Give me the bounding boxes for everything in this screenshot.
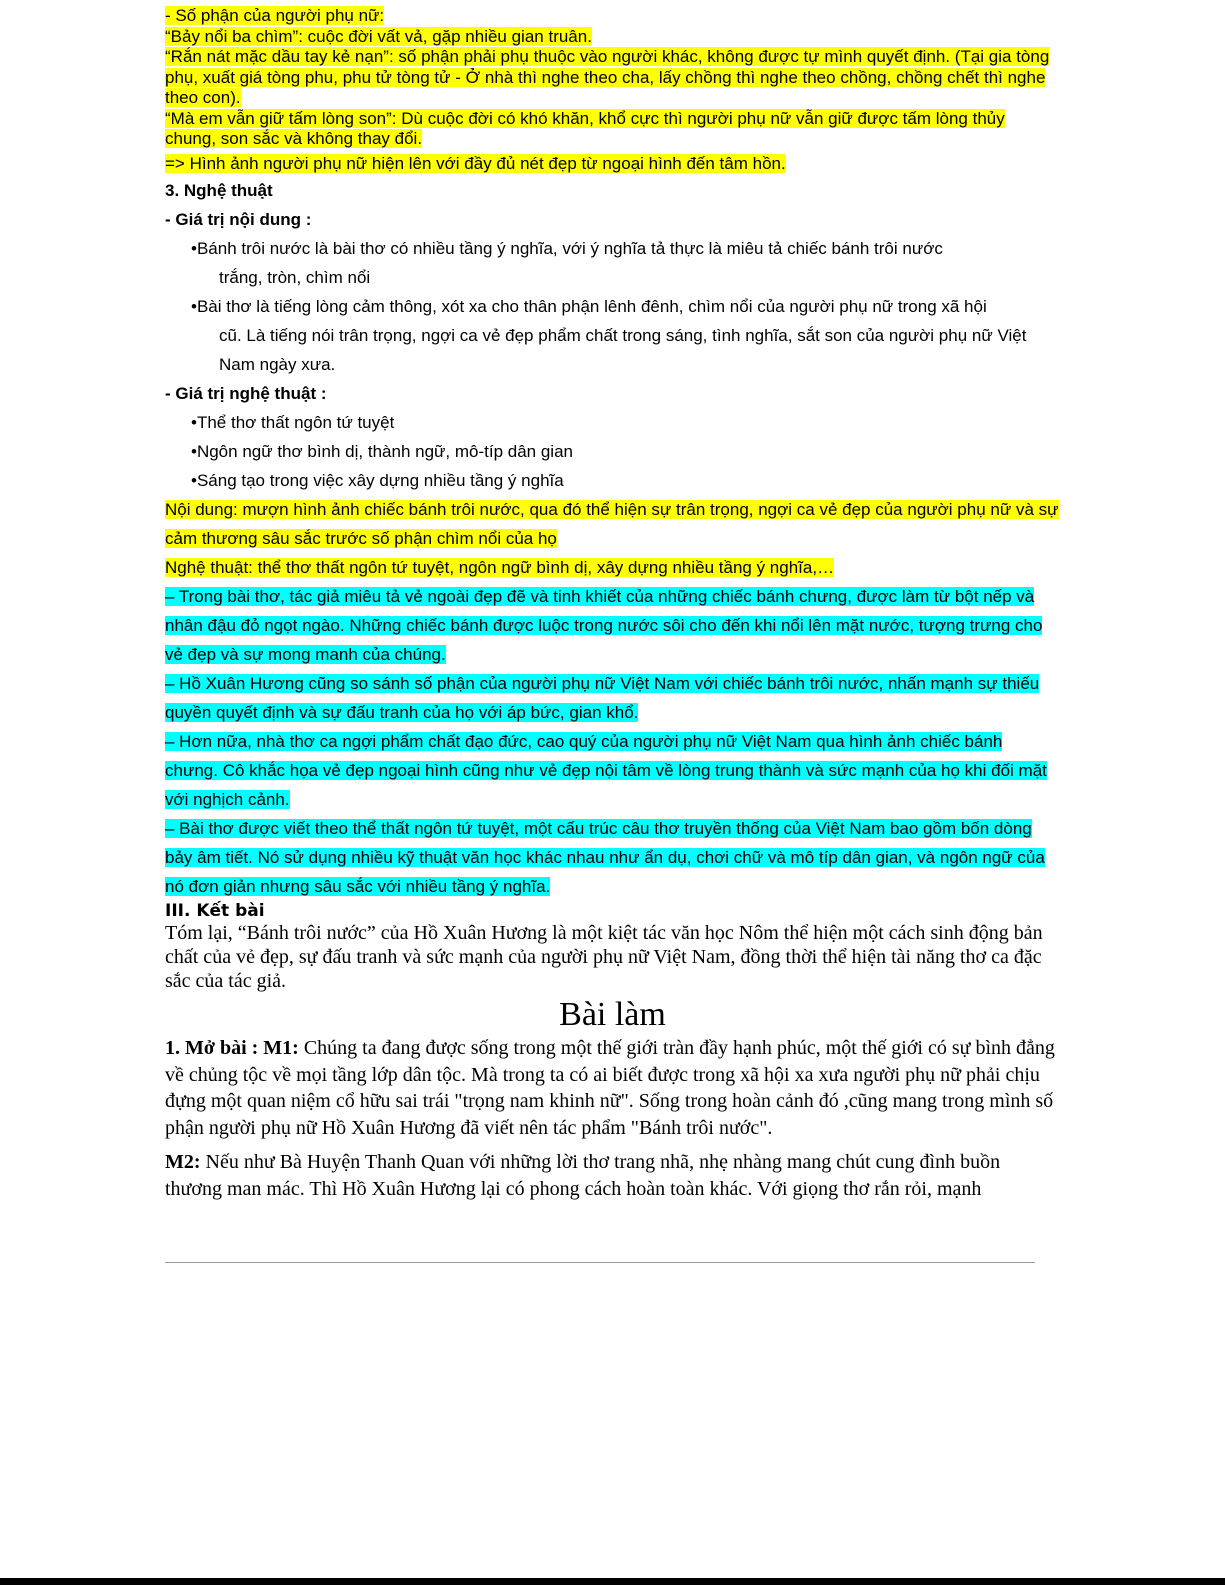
mo-bai-m1 xyxy=(165,1035,1060,1141)
fate-line-1: “Bảy nổi ba chìm”: cuộc đời vất vả, gặp nhiều gian truân. xyxy=(165,26,592,46)
fate-line-3: “Mà em vẫn giữ tấm lòng son”: Dù cuộc đời có khó khăn, khổ cực thì người phụ nữ vẫn giữ được tấm lòng thủy chung, son sắc và không thay đổi. xyxy=(165,108,1005,148)
page-bottom-edge xyxy=(0,1578,1225,1585)
content-value-heading: - Giá trị nội dung : xyxy=(165,210,312,229)
summary-art: Nghệ thuật: thể thơ thất ngôn tứ tuyệt, ngôn ngữ bình dị, xây dựng nhiều tầng ý nghĩa,… xyxy=(165,558,835,577)
fate-line-2: “Rắn nát mặc dầu tay kẻ nạn”: số phận phải phụ thuộc vào người khác, không được tự mình quyết định. (Tại gia tòng phụ, xuất giá tòng phu, phu tử tòng tử - Ở nhà thì nghe theo cha, lấy chồng thì nghe theo chồng, chồng chết thì nghe theo con). xyxy=(165,47,1050,107)
content-bullet: •Bánh trôi nước là bài thơ có nhiều tầng ý nghĩa, với ý nghĩa tả thực là miêu tả chiếc bánh trôi nước trắng, tròn, chìm nổi xyxy=(191,239,943,287)
m2-text: Nếu như Bà Huyện Thanh Quan với những lời thơ trang nhã, nhẹ nhàng mang chút cung đình buồn thương man mác. Thì Hồ Xuân Hương lại có phong cách hoàn toàn khác. Với giọng thơ rắn rỏi, mạnh xyxy=(165,1151,1001,1200)
ket-bai-heading: III. Kết bài xyxy=(165,901,265,921)
mo-bai-label: 1. Mở bài : M1: xyxy=(165,1037,299,1059)
content-bullet: •Bài thơ là tiếng lòng cảm thông, xót xa cho thân phận lênh đênh, chìm nổi của người phụ nữ trong xã hội cũ. Là tiếng nói trân trọng, ngợi ca vẻ đẹp phẩm chất trong sáng, tình nghĩa, sắt son của người phụ nữ Việt Nam ngày xưa. xyxy=(191,297,1027,374)
art-section xyxy=(165,176,1060,582)
ket-bai-text: Tóm lại, “Bánh trôi nước” của Hồ Xuân Hương là một kiệt tác văn học Nôm thể hiện một cách sinh động bản chất của vẻ đẹp, sự đấu tranh và sức mạnh của người phụ nữ Việt Nam, đồng thời thể hiện tài năng thơ ca đặc sắc của tác giả. xyxy=(165,922,1043,992)
bai-lam-title: Bài làm xyxy=(559,996,666,1033)
summary-content: Nội dung: mượn hình ảnh chiếc bánh trôi nước, qua đó thể hiện sự trân trọng, ngợi ca vẻ đẹp của người phụ nữ và sự cảm thương sâu sắc trước số phận chìm nổi của họ xyxy=(165,500,1059,548)
analysis-paragraph: – Hơn nữa, nhà thơ ca ngợi phẩm chất đạo đức, cao quý của người phụ nữ Việt Nam qua hình ảnh chiếc bánh chưng. Cô khắc họa vẻ đẹp ngoại hình cũng như vẻ đẹp nội tâm về lòng trung thành và sức mạnh của họ khi đối mặt với nghịch cảnh. xyxy=(165,732,1047,809)
m1-text: Chúng ta đang được sống trong một thế giới tràn đầy hạnh phúc, một thế giới có sự bình đẳng về chủng tộc về mọi tầng lớp dân tộc. Mà trong ta có ai biết được trong xã hội xa xưa người phụ nữ phải chịu đựng một quan niệm cổ hữu sai trái "trọng nam khinh nữ". Sống trong hoàn cảnh đó ,cũng mang trong mình số phận người phụ nữ Hồ Xuân Hương đã viết nên tác phẩm "Bánh trôi nước". xyxy=(165,1037,1055,1139)
art-heading: 3. Nghệ thuật xyxy=(165,181,273,200)
m2-label: M2: xyxy=(165,1151,201,1173)
analysis-paragraph: – Hồ Xuân Hương cũng so sánh số phận của người phụ nữ Việt Nam với chiếc bánh trôi nước, nhấn mạnh sự thiếu quyền quyết định và sự đấu tranh của họ với áp bức, gian khổ. xyxy=(165,674,1040,722)
fate-heading: - Số phận của người phụ nữ: xyxy=(165,6,385,25)
mo-bai-m2 xyxy=(165,1149,1060,1202)
page-divider xyxy=(165,1262,1035,1263)
document-content xyxy=(165,6,1060,1202)
analysis-paragraph: – Bài thơ được viết theo thể thất ngôn tứ tuyệt, một cấu trúc câu thơ truyền thống của Việt Nam bao gồm bốn dòng bảy âm tiết. Nó sử dụng nhiều kỹ thuật văn học khác nhau như ẩn dụ, chơi chữ và mô típ dân gian, và ngôn ngữ của nó đơn giản nhưng sâu sắc với nhiều tầng ý nghĩa. xyxy=(165,819,1045,896)
art-bullet: •Sáng tạo trong việc xây dựng nhiều tầng ý nghĩa xyxy=(191,471,564,490)
cyan-section xyxy=(165,582,1060,901)
analysis-paragraph: – Trong bài thơ, tác giả miêu tả vẻ ngoài đẹp đẽ và tinh khiết của những chiếc bánh chưng, được làm từ bột nếp và nhân đậu đỏ ngọt ngào. Những chiếc bánh được luộc trong nước sôi cho đến khi nổi lên mặt nước, tượng trưng cho vẻ đẹp và sự mong manh của chúng. xyxy=(165,587,1043,664)
art-bullet: •Ngôn ngữ thơ bình dị, thành ngữ, mô-típ dân gian xyxy=(191,442,573,461)
art-value-heading: - Giá trị nghệ thuật : xyxy=(165,384,327,403)
fate-section xyxy=(165,6,1060,174)
art-bullet: •Thể thơ thất ngôn tứ tuyệt xyxy=(191,413,395,432)
fate-conclusion: => Hình ảnh người phụ nữ hiện lên với đầy đủ nét đẹp từ ngoại hình đến tâm hồn. xyxy=(165,153,786,173)
